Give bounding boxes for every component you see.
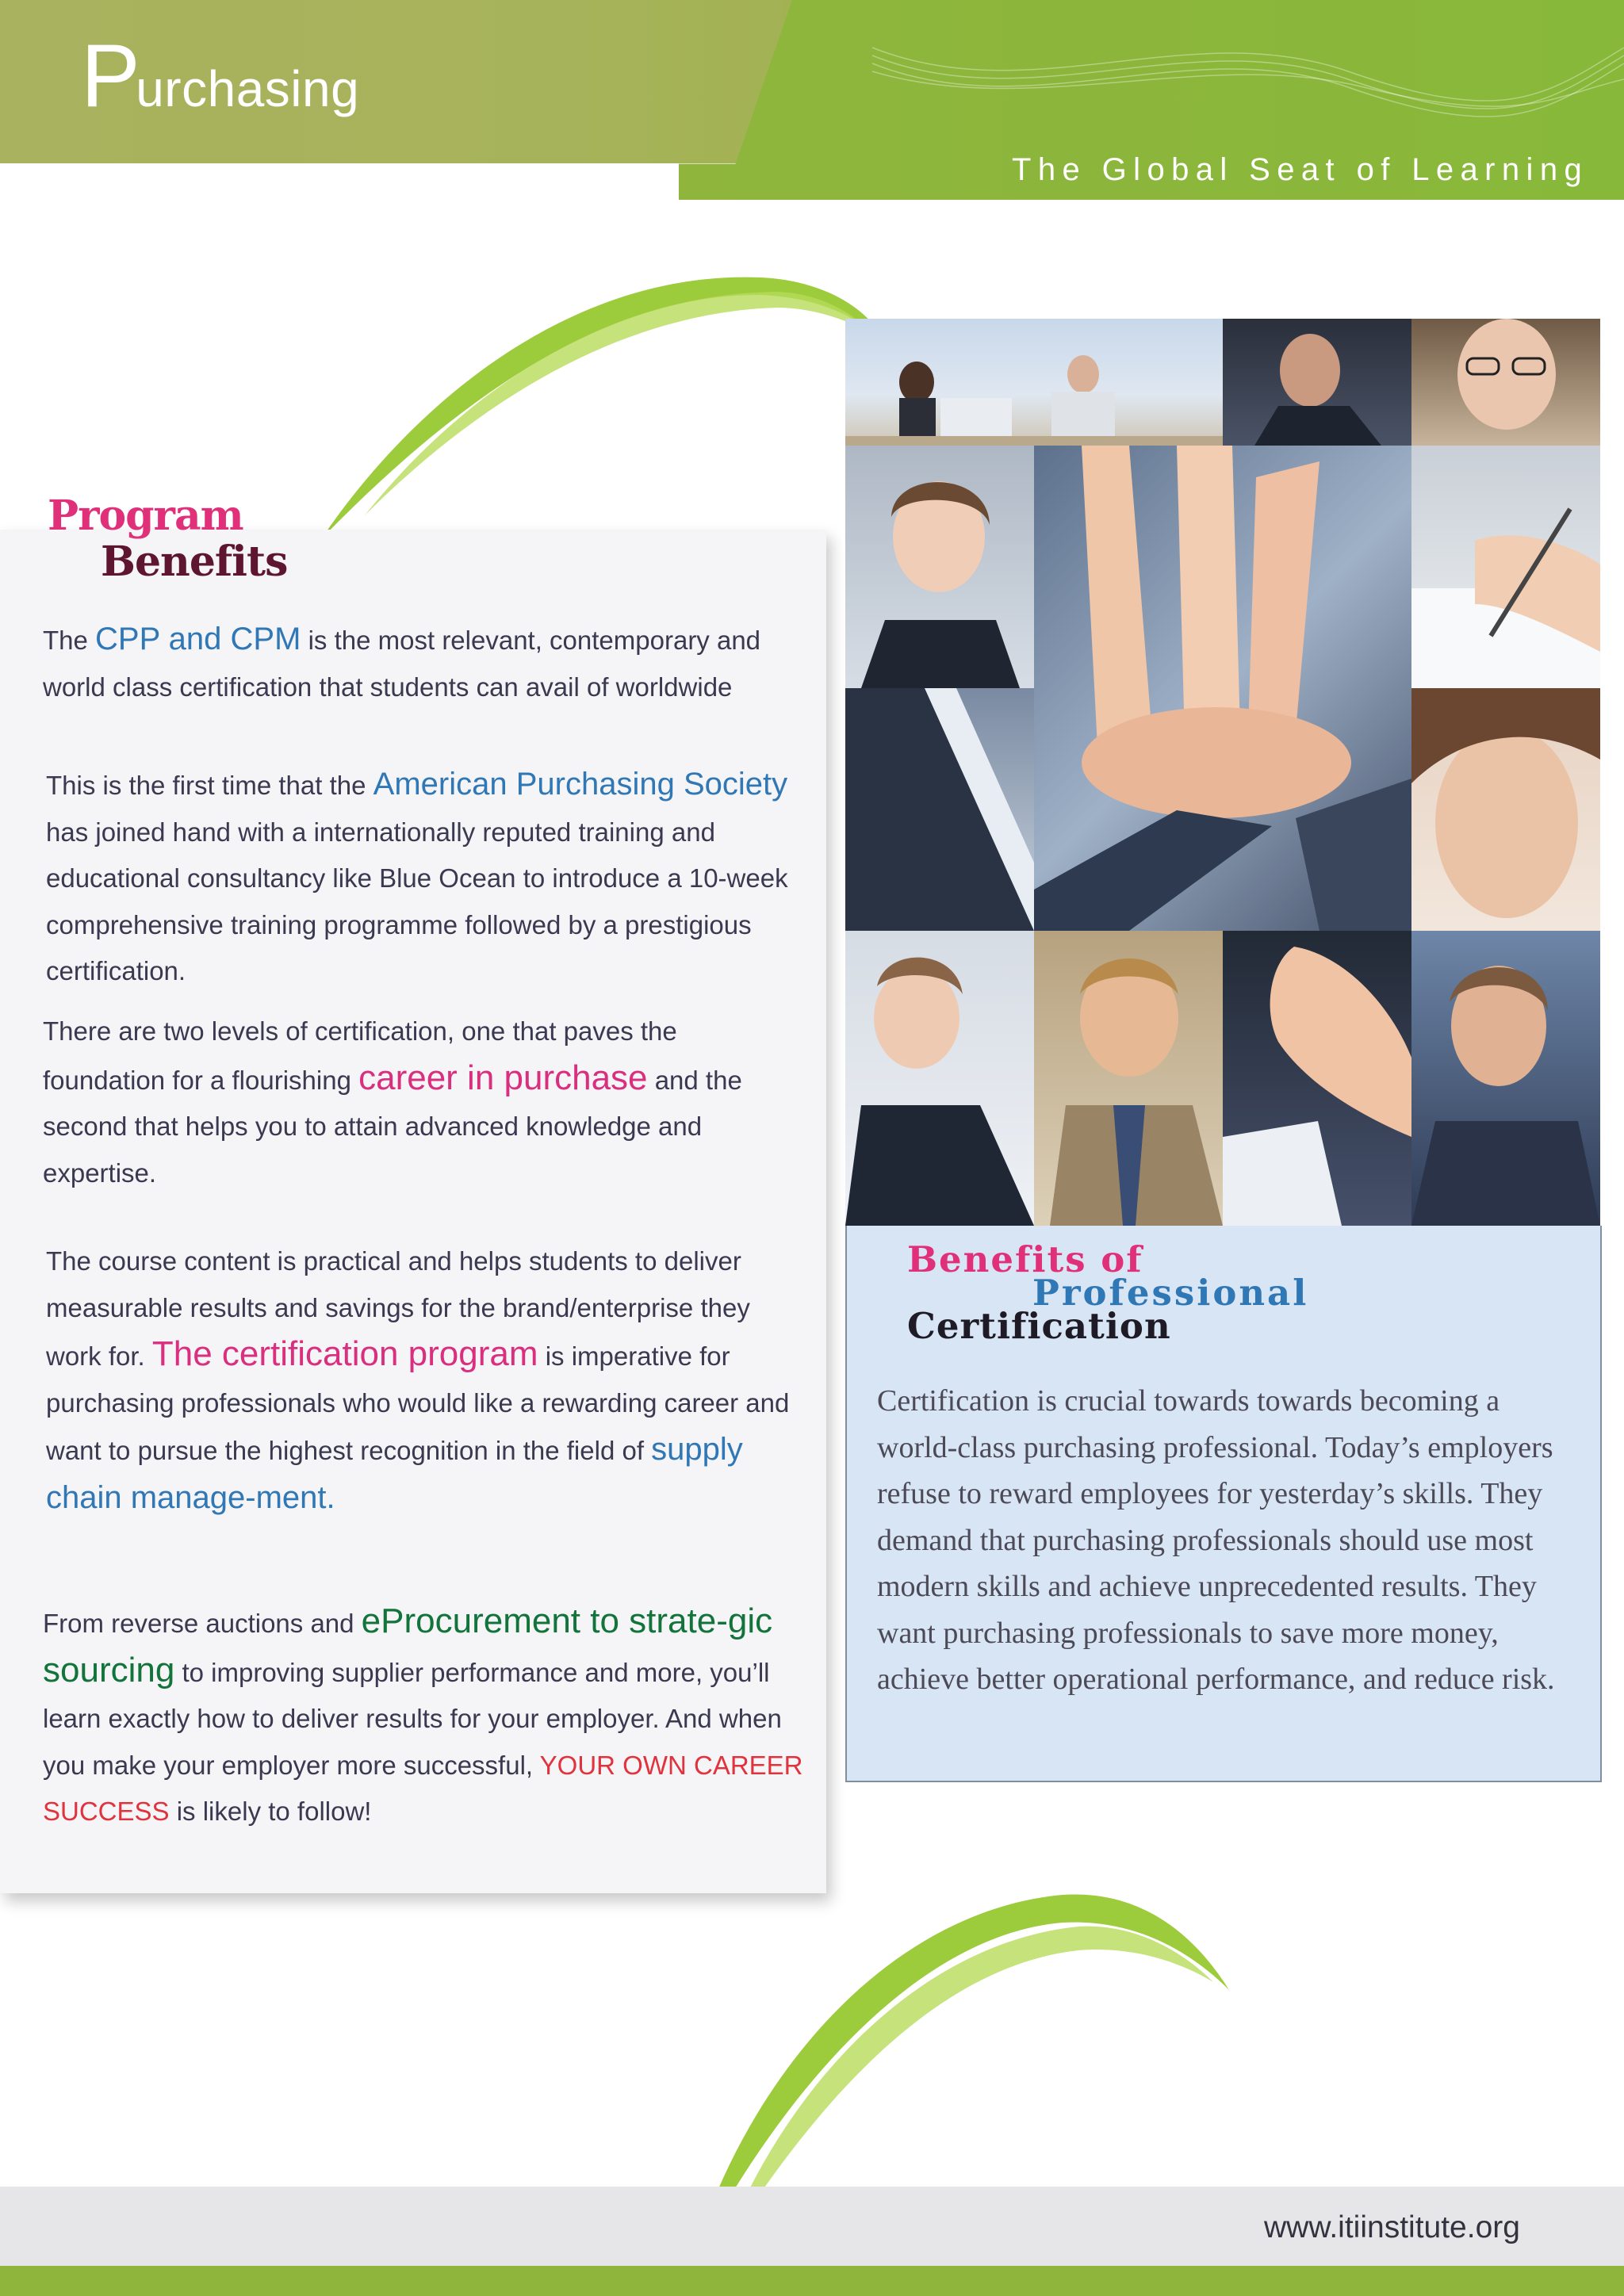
footer-accent-bar xyxy=(0,2266,1624,2296)
photo-businessman-profile xyxy=(1223,319,1411,446)
benefits-heading: Benefits xyxy=(101,538,288,586)
cert-heading-line2: Professional xyxy=(1032,1272,1309,1314)
p2-text-2: has joined hand with a internationally reputed training and educational consultancy like Blue Ocean to introduce a 10-week comprehensive training programme followed by a prestigious certification. xyxy=(46,817,788,985)
program-heading: Program xyxy=(48,492,243,540)
paragraph-cpp-cpm xyxy=(43,616,804,710)
photo-stacked-hands xyxy=(1034,446,1411,931)
p2-highlight-aps: American Purchasing Society xyxy=(373,767,788,802)
photo-thinking-man xyxy=(1411,931,1600,1226)
paragraph-course-content xyxy=(46,1238,807,1522)
paragraph-certification-levels xyxy=(43,1008,804,1196)
title-rest: urchasing xyxy=(136,60,360,117)
photo-handshake-offer xyxy=(1223,931,1411,1226)
page-title xyxy=(81,26,360,125)
photo-woman-glasses xyxy=(1411,319,1600,446)
p5-text-3: is likely to follow! xyxy=(169,1797,372,1826)
footer-website-link[interactable]: www.itiinstitute.org xyxy=(1264,2210,1520,2244)
p1-text-2: is the most relevant, contemporary and world class certification that students can avail of worldwide xyxy=(43,626,761,702)
p4-highlight-supply-chain: supply chain manage-ment. xyxy=(46,1432,743,1515)
certification-body-text: Certification is crucial towards towards becoming a world-class purchasing professional. Today’s employers refuse to reward employees for yesterday’s skills. They demand that purchasing professionals should use most modern skills and achieve unprecedented results. They want purchasing professionals to save more money, achieve better operational performance, and reduce risk. xyxy=(877,1384,1555,1696)
cert-heading-line3: Certification xyxy=(907,1305,1171,1347)
tagline: The Global Seat of Learning xyxy=(1012,152,1589,187)
p4-text-1: The course content is practical and helps students to deliver measurable results and savings for the brand/enterprise they work for. xyxy=(46,1246,750,1371)
paragraph-american-purchasing-society xyxy=(46,761,799,995)
title-initial: P xyxy=(81,26,141,125)
p4-text-2: is imperative for purchasing professionals who would like a rewarding career and want to pursue the highest recognition in the field of xyxy=(46,1341,790,1465)
p3-text-1: There are two levels of certification, one that paves the foundation for a flourishing xyxy=(43,1016,677,1095)
p1-highlight-cpp-cpm: CPP and CPM xyxy=(95,622,301,656)
photo-smiling-woman xyxy=(845,446,1034,688)
photo-collage xyxy=(845,319,1600,1226)
p3-text-2: and the second that helps you to attain advanced knowledge and expertise. xyxy=(43,1065,742,1188)
photo-office-meeting xyxy=(845,319,1223,446)
header-wave-decoration xyxy=(793,0,1624,151)
photo-suit-detail xyxy=(845,688,1034,931)
paragraph-procurement xyxy=(43,1598,804,1835)
photo-woman-closeup xyxy=(1411,688,1600,931)
green-swoosh-top xyxy=(317,262,904,547)
cert-heading-line1: Benefits of xyxy=(907,1238,1143,1280)
photo-businesswoman-smiling xyxy=(845,931,1034,1226)
p3-highlight-career: career in purchase xyxy=(358,1058,648,1097)
p5-highlight-career-success: YOUR OWN CAREER SUCCESS xyxy=(43,1750,803,1826)
photo-signing-document xyxy=(1411,446,1600,688)
p5-text-1: From reverse auctions and xyxy=(43,1609,362,1638)
p1-text-1: The xyxy=(43,626,96,655)
photo-smiling-man xyxy=(1034,931,1223,1226)
p2-text-1: This is the first time that the xyxy=(46,771,373,800)
p4-highlight-certification-program: The certification program xyxy=(151,1334,538,1373)
p5-text-2: to improving supplier performance and more, you’ll learn exactly how to deliver results for your employer. And when you make your employer more successful, xyxy=(43,1657,782,1780)
p5-highlight-eprocurement: eProcurement to strate-gic sourcing xyxy=(43,1601,773,1689)
